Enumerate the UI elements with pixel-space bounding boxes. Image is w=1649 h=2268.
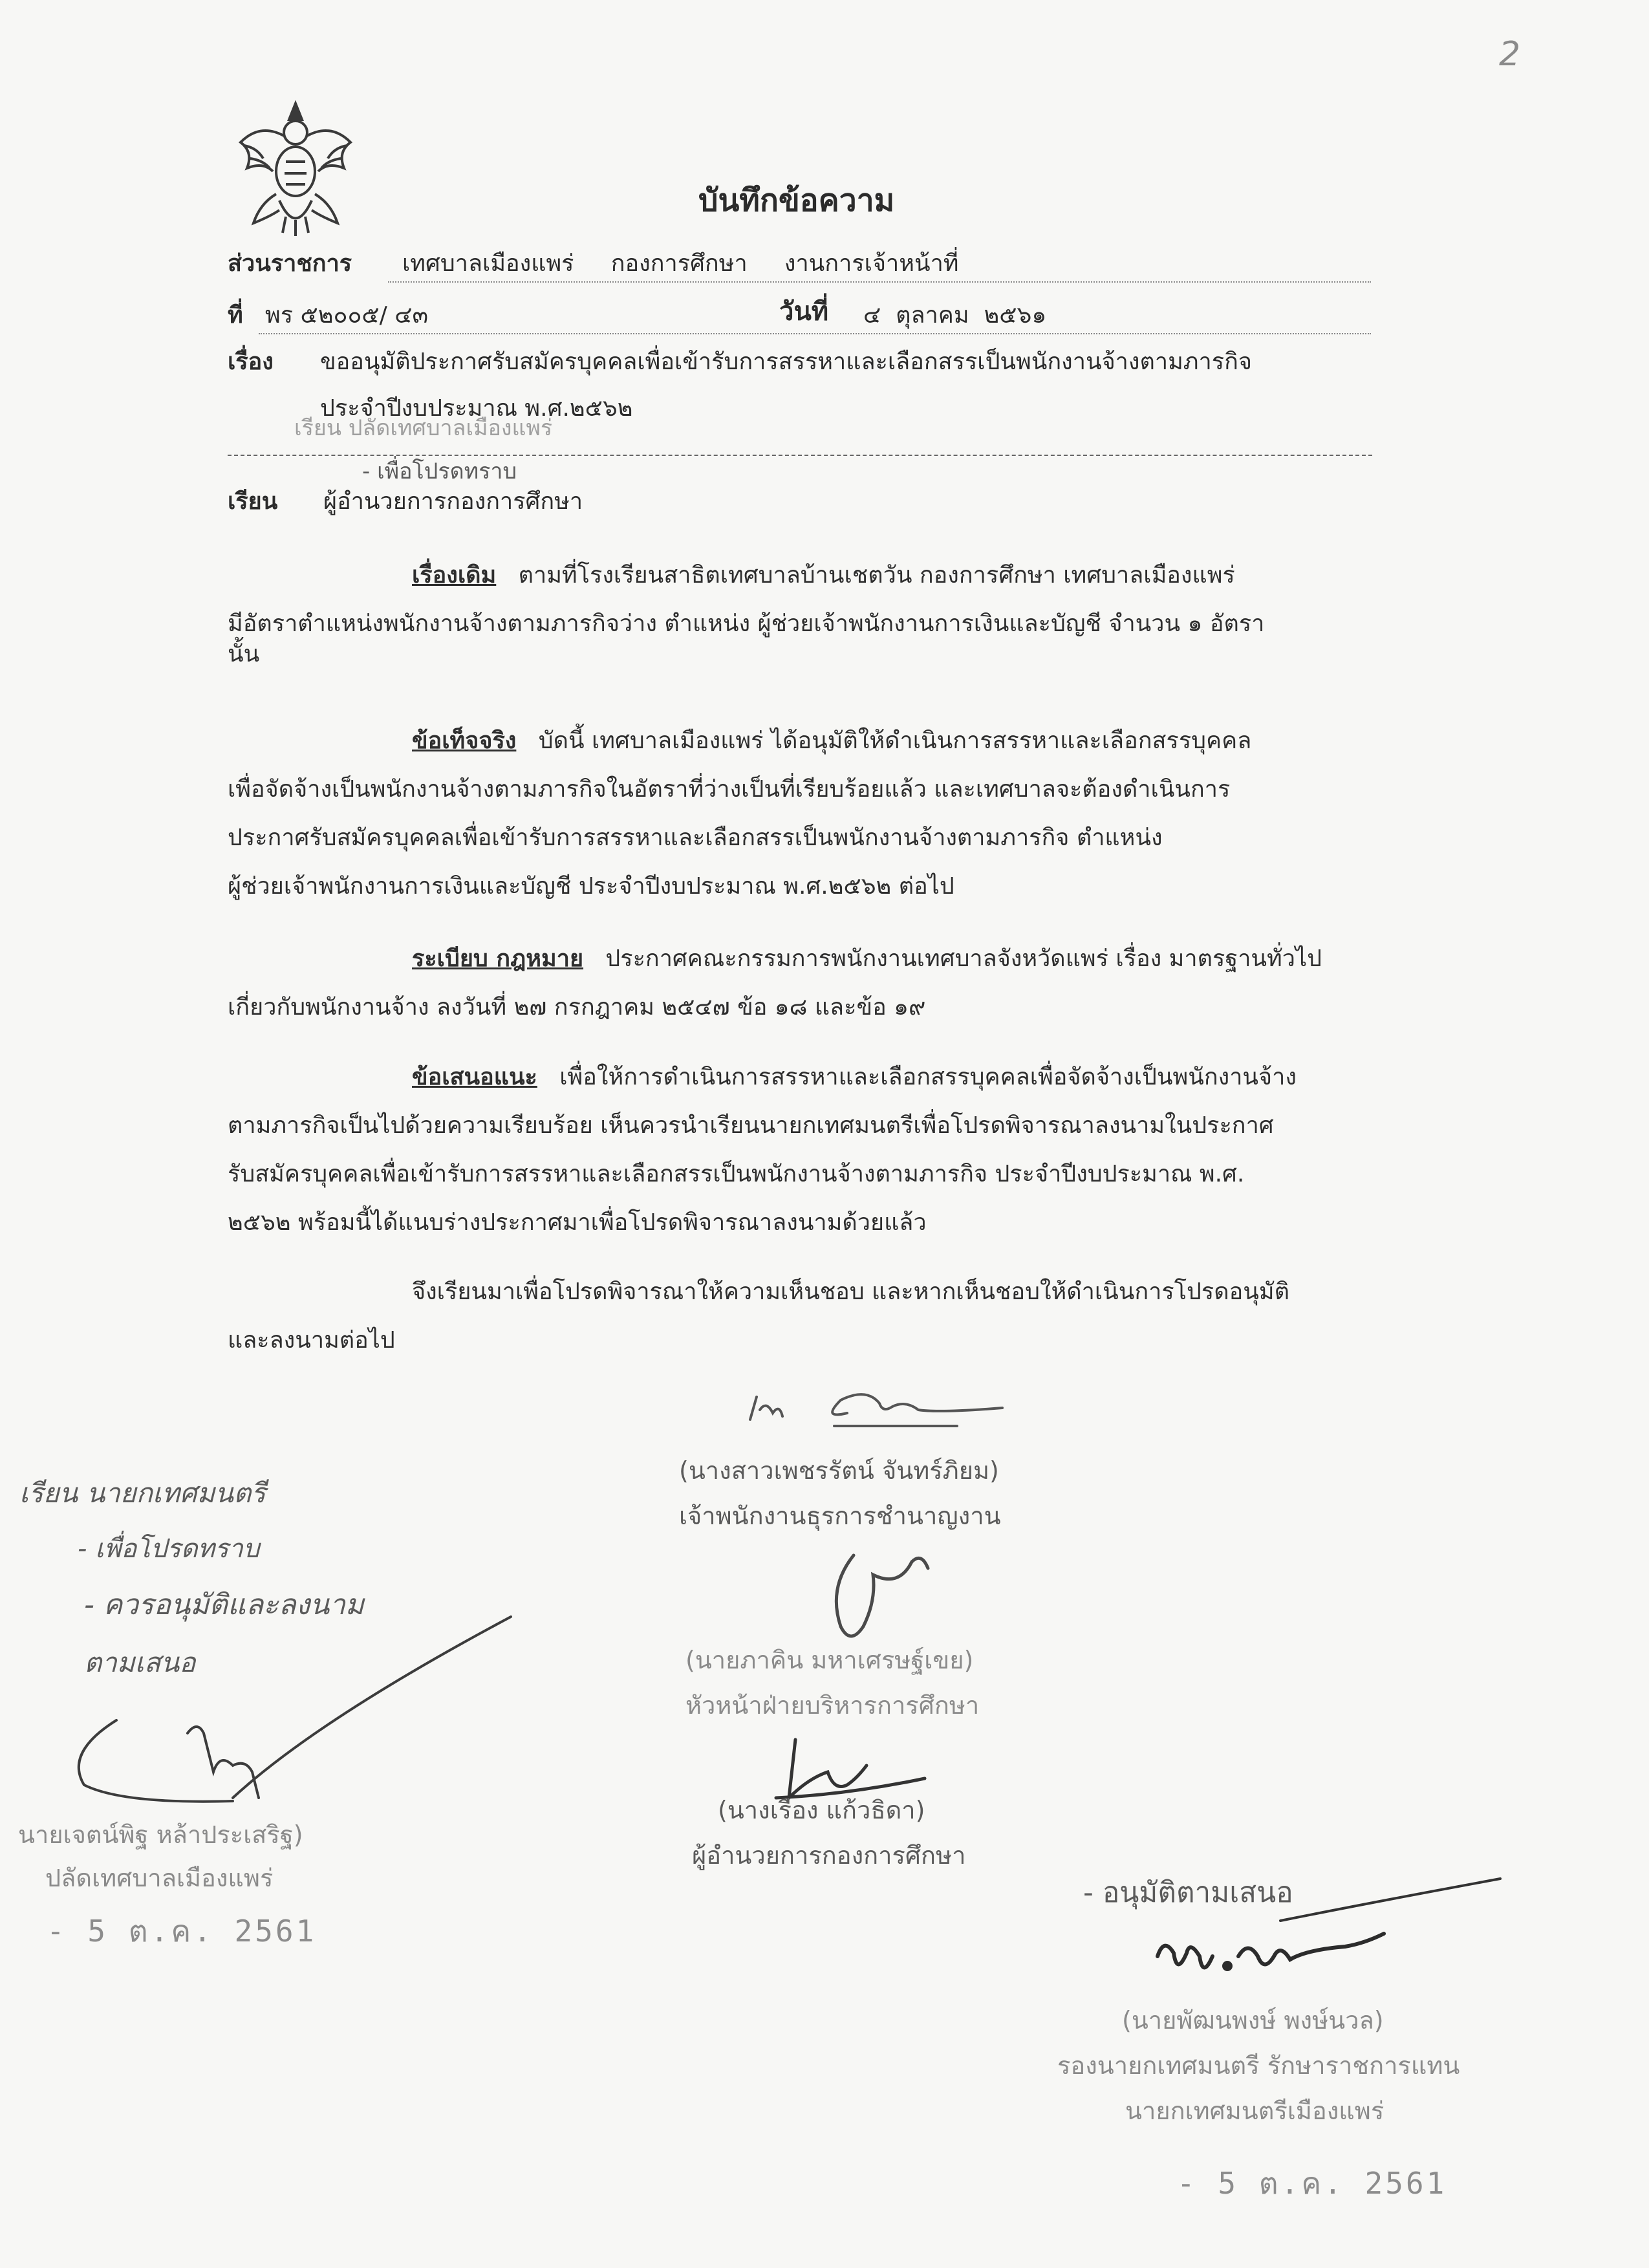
chief-name: (นายภาคิน มหาเศรษฐ์เขย) [685,1646,974,1674]
page-title: บันทึกข้อความ [698,182,895,219]
approval-note: - อนุมัติตามเสนอ [1083,1876,1293,1909]
page-number-mark: 2 [1499,35,1521,74]
agency-dotted-line [388,281,1371,283]
facts-line-4: ผู้ช่วยเจ้าพนักงานการเงินและบัญชี ประจำปีงบประมาณ พ.ศ.๒๕๖๒ ต่อไป [228,873,954,900]
director-title: ผู้อำนวยการกองการศึกษา [692,1841,966,1870]
left-note-line-4: ตามเสนอ [84,1647,196,1678]
background-line-3: นั้น [228,641,260,667]
facts-line-2: เพื่อจัดจ้างเป็นพนักงานจ้างตามภารกิจในอัตราที่ว่างเป็นที่เรียบร้อยแล้ว และเทศบาลจะต้องดำเนินการ [228,776,1231,803]
officer-name: (นางสาวเพชรรัตน์ จันทร์ภิยม) [679,1456,999,1485]
closing-line-2: และลงนามต่อไป [228,1327,395,1354]
clerk-date-stamp: - 5 ต.ค. 2561 [47,1914,317,1949]
regulations-line-1: ประกาศคณะกรรมการพนักงานเทศบาลจังหวัดแพร่ เรื่อง มาตรฐานทั่วไป [605,945,1322,972]
deputy-signature [1151,1930,1423,1989]
director-name: (นางเรือง แก้วธิดา) [718,1796,925,1824]
paragraph-recommendation [228,1053,1375,1247]
facts-line-3: ประกาศรับสมัครบุคคลเพื่อเข้ารับการสรรหาและเลือกสรรเป็นพนักงานจ้างตามภารกิจ ตำแหน่ง [228,825,1163,851]
recommendation-line-3: รับสมัครบุคคลเพื่อเข้ารับการสรรหาและเลือกสรรเป็นพนักงานจ้างตามภารกิจ ประจำปีงบประมาณ พ.ศ. [228,1161,1245,1187]
regulations-line-2: เกี่ยวกับพนักงานจ้าง ลงวันที่ ๒๗ กรกฎาคม ๒๕๔๗ ข้อ ๑๘ และข้อ ๑๙ [228,994,926,1021]
regulations-heading: ระเบียบ กฎหมาย [412,945,584,972]
garuda-emblem-icon [234,97,357,239]
agency-value: เทศบาลเมืองแพร่ กองการศึกษา งานการเจ้าหน้าที่ [402,250,959,277]
agency-label: ส่วนราชการ [228,250,352,277]
left-note-line-2: - เพื่อโปรดทราบ [78,1534,260,1564]
background-line-1: ตามที่โรงเรียนสาธิตเทศบาลบ้านเชตวัน กองการศึกษา เทศบาลเมืองแพร่ [518,562,1235,589]
to-value: ผู้อำนวยการกองการศึกษา [323,488,583,515]
paragraph-background [228,551,1375,678]
facts-heading: ข้อเท็จจริง [412,728,517,754]
date-label: วันที่ [779,297,829,327]
clerk-title: ปลัดเทศบาลเมืองแพร่ [45,1864,274,1892]
chief-signature [815,1549,944,1652]
paragraph-facts [228,717,1375,911]
deputy-title-2: นายกเทศมนตรีเมืองแพร่ [1125,2097,1385,2125]
left-note-line-3: - ควรอนุมัติและลงนาม [84,1588,364,1621]
paragraph-regulations [228,934,1375,1031]
routing-note-line-1: เรียน ปลัดเทศบาลเมืองแพร่ [294,415,553,441]
recommendation-heading: ข้อเสนอแนะ [412,1064,537,1090]
clerk-signature [58,1604,524,1824]
deputy-date-stamp: - 5 ต.ค. 2561 [1177,2166,1447,2201]
closing-line-1: จึงเรียนมาเพื่อโปรดพิจารณาให้ความเห็นชอบ และหากเห็นชอบให้ดำเนินการโปรดอนุมัติ [412,1279,1289,1305]
ref-label: ที่ [228,302,243,329]
background-line-2: มีอัตราตำแหน่งพนักงานจ้างตามภารกิจว่าง ตำแหน่ง ผู้ช่วยเจ้าพนักงานการเงินและบัญชี จำนวน ๑ อัตรา [228,610,1265,637]
background-heading: เรื่องเดิม [412,562,497,589]
left-note-line-1: เรียน นายกเทศมนตรี [19,1477,266,1509]
deputy-name: (นายพัฒนพงษ์ พงษ์นวล) [1122,2006,1384,2035]
subject-label: เรื่อง [228,349,274,375]
facts-line-1: บัดนี้ เทศบาลเมืองแพร่ ได้อนุมัติให้ดำเนินการสรรหาและเลือกสรรบุคคล [538,728,1252,754]
clerk-name: นายเจตน์พิฐ หล้าประเสริฐ) [18,1820,303,1849]
officer-signature [744,1381,1015,1439]
ref-dotted-line [259,333,1371,334]
recommendation-line-1: เพื่อให้การดำเนินการสรรหาและเลือกสรรบุคคลเพื่อจัดจ้างเป็นพนักงานจ้าง [559,1064,1297,1090]
header-divider [228,455,1372,456]
recommendation-line-2: ตามภารกิจเป็นไปด้วยความเรียบร้อย เห็นควรนำเรียนนายกเทศมนตรีเพื่อโปรดพิจารณาลงนามในประกาศ [228,1112,1274,1139]
to-label: เรียน [228,488,278,515]
deputy-title-1: รองนายกเทศมนตรี รักษาราชการแทน [1057,2051,1460,2080]
subject-line-2: ประจำปีงบประมาณ พ.ศ.๒๕๖๒ [320,395,633,422]
subject-line-1: ขออนุมัติประกาศรับสมัครบุคคลเพื่อเข้ารับการสรรหาและเลือกสรรเป็นพนักงานจ้างตามภารกิจ [320,349,1252,375]
approval-underline-stroke [1280,1875,1507,1927]
ref-value: พร ๕๒๐๐๕/ ๔๓ [265,302,429,329]
officer-title: เจ้าพนักงานธุรการชำนาญงาน [679,1502,1001,1530]
recommendation-line-4: ๒๕๖๒ พร้อมนี้ได้แนบร่างประกาศมาเพื่อโปรดพิจารณาลงนามด้วยแล้ว [228,1209,927,1236]
paragraph-closing [228,1268,1375,1365]
date-value: ๔ ตุลาคม ๒๕๖๑ [863,302,1047,329]
routing-note-line-2: - เพื่อโปรดทราบ [362,459,517,484]
chief-title: หัวหน้าฝ่ายบริหารการศึกษา [685,1691,980,1720]
